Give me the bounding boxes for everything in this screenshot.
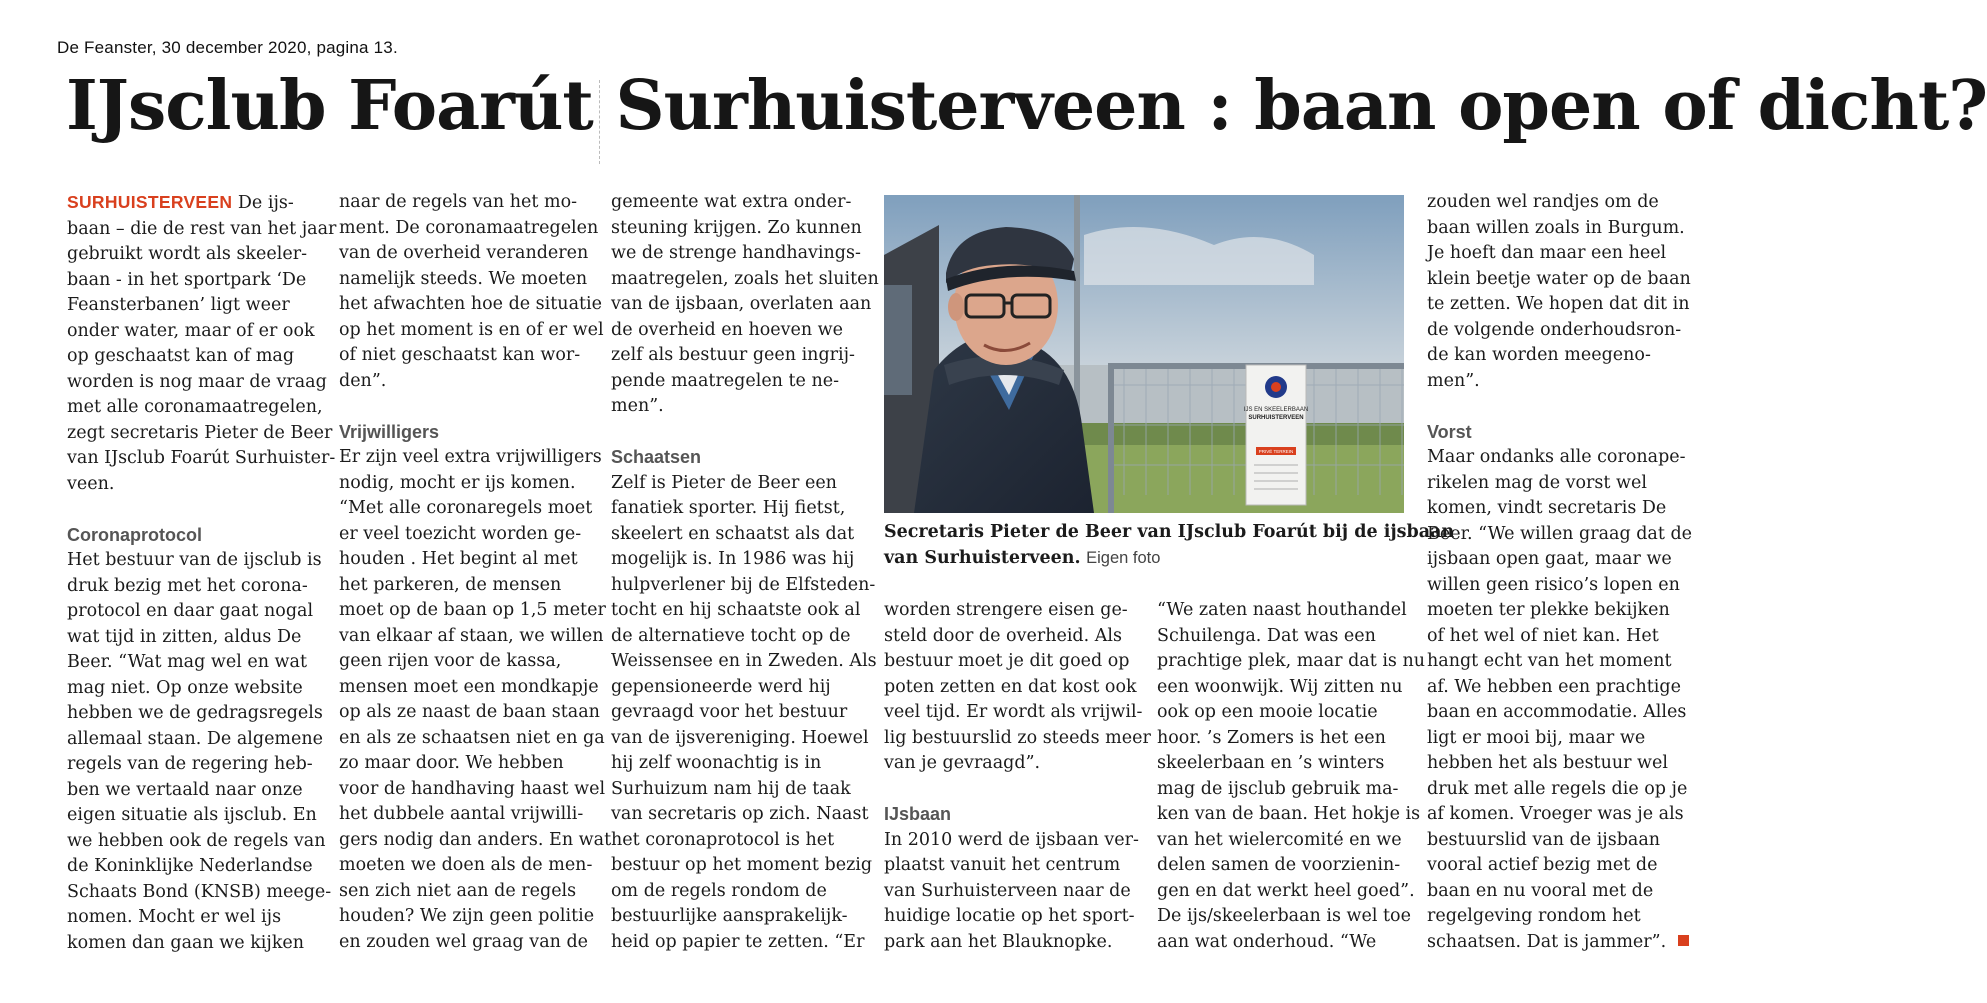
text-line: baan en accommodatie. Alles: [1427, 702, 1687, 722]
text-line: bestuur moet je dit goed op: [884, 651, 1130, 671]
text-line: zelf als bestuur geen ingrij-: [611, 345, 855, 365]
subheading: Vrijwilligers: [339, 421, 440, 442]
text-line: of het wel of niet kan. Het: [1427, 625, 1659, 646]
text-line: poten zetten en dat kost ook: [884, 676, 1137, 697]
text-line: Zelf is Pieter de Beer een: [611, 472, 837, 493]
text-line: naar de regels van het mo-: [339, 192, 578, 212]
text-line: ken van de baan. Het hokje is: [1157, 804, 1421, 824]
text-line: Weissensee en in Zweden. Als: [611, 651, 877, 671]
text-line: men”.: [611, 396, 664, 416]
text-line: ben we vertaald naar onze: [67, 779, 303, 800]
text-line: Surhuizum nam hij de taak: [611, 778, 851, 799]
text-line: er veel toezicht worden ge-: [339, 523, 582, 544]
text-line: van de ijsbaan, overlaten aan: [611, 294, 872, 314]
text-line: vooral actief bezig met de: [1427, 855, 1658, 875]
text-line: klein beetje water op de baan: [1427, 268, 1691, 289]
text-line: gevraagd voor het bestuur: [611, 702, 848, 722]
text-line: zo maar door. We hebben: [339, 753, 564, 773]
text-line: om de regels rondom de: [611, 880, 827, 901]
text-fragment: De ijs-: [237, 193, 294, 213]
sign-button-text: PRIVÉ TERREIN: [1258, 449, 1294, 454]
paragraph-gap: [884, 777, 1151, 803]
text-line: van Surhuisterveen naar de: [884, 880, 1131, 901]
text-line: hebben het als bestuur wel: [1427, 753, 1668, 773]
text-line: “Met alle coronaregels moet: [339, 498, 593, 518]
text-line: en als ze schaatsen niet en ga: [339, 727, 605, 748]
text-line: worden strengere eisen ge-: [884, 600, 1128, 620]
text-line: De ijs/skeelerbaan is wel toe: [1157, 906, 1411, 926]
text-line: zegt secretaris Pieter de Beer: [67, 422, 333, 443]
article-column-4: [884, 598, 1151, 955]
text-line: met alle coronamaatregelen,: [67, 397, 323, 417]
text-line: Je hoeft dan maar een heel: [1427, 243, 1667, 263]
text-line: aan wat onderhoud. “We: [1157, 931, 1377, 952]
text-line: mag de ijsclub gebruik ma-: [1157, 778, 1399, 799]
text-line: men”.: [1427, 370, 1480, 391]
paragraph-gap: [611, 420, 879, 446]
text-line: huidige locatie op het sport-: [884, 906, 1135, 926]
text-line: van elkaar af staan, we willen: [339, 625, 604, 646]
text-line: hij zelf woonachtig is in: [611, 753, 822, 773]
subheading: Schaatsen: [611, 447, 702, 467]
text-line: van het wielercomité en we: [1157, 829, 1402, 850]
text-line: zouden wel randjes om de: [1427, 192, 1659, 212]
text-line: schaatsen. Dat is jammer”.: [1427, 930, 1692, 956]
photo-credit: Eigen foto: [1086, 548, 1161, 567]
text-line: gepensioneerde werd hij: [611, 676, 831, 697]
text-line: park aan het Blauknopke.: [884, 931, 1113, 952]
caption-line-1: Secretaris Pieter de Beer van IJsclub Foarút bij de ijsbaan: [884, 522, 1455, 542]
subheading: Coronaprotocol: [67, 524, 202, 545]
text-line: druk met alle regels die op je: [1427, 778, 1688, 799]
text-line: regelgeving rondom het: [1427, 906, 1641, 926]
text-line: Maar ondanks alle coronape-: [1427, 447, 1686, 467]
text-line: de overheid en hoeven we: [611, 319, 844, 340]
text-line: pende maatregelen te ne-: [611, 370, 840, 391]
paragraph-gap: [339, 394, 611, 420]
text-line: op het moment is en of er wel: [339, 319, 604, 340]
text-line: tocht en hij schaatste ook al: [611, 600, 861, 620]
text-line: onder water, maar of er ook: [67, 320, 315, 341]
text-line: van IJsclub Foarút Surhuister-: [67, 448, 336, 468]
article-column-1: [67, 190, 336, 956]
text-line: maatregelen, zoals het sluiten: [611, 268, 879, 289]
text-line: eigen situatie als ijsclub. En: [67, 805, 317, 825]
text-line: houden? We zijn geen politie: [339, 906, 595, 926]
dateline: SURHUISTERVEEN: [67, 192, 233, 212]
photo-caption: [884, 520, 1454, 571]
text-line: hulpverlener bij de Elfsteden-: [611, 574, 876, 595]
text-line: bestuur op het moment bezig: [611, 855, 873, 875]
text-line: regels van de regering heb-: [67, 754, 313, 774]
text-line: het coronaprotocol is het: [611, 829, 835, 850]
text-line: nodig, mocht er ijs komen.: [339, 472, 576, 493]
text-line: worden is nog maar de vraag: [67, 371, 327, 392]
text-line: skeelert en schaatst als dat: [611, 523, 855, 544]
paragraph-gap: [67, 497, 336, 523]
text-line: te zetten. We hopen dat dit in: [1427, 294, 1690, 314]
text-line: namelijk steeds. We moeten: [339, 268, 588, 289]
text-line: baan en nu vooral met de: [1427, 880, 1654, 901]
article-photo: [884, 195, 1404, 513]
text-line: willen geen risico’s lopen en: [1427, 574, 1680, 595]
headline: IJsclub Foarút Surhuisterveen : baan open of dicht?: [66, 66, 1987, 146]
text-line: skeelerbaan en ’s winters: [1157, 753, 1385, 773]
text-line: protocol en daar gaat nogal: [67, 601, 314, 621]
text-line: komen, vindt secretaris De: [1427, 498, 1667, 518]
paragraph-gap: [1427, 394, 1692, 420]
text-line: gers nodig dan anders. En wat: [339, 829, 612, 850]
text-line: ijsbaan open gaat, maar we: [1427, 549, 1672, 569]
text-line: lig bestuurslid zo steeds meer: [884, 727, 1151, 748]
text-line: veen.: [67, 473, 115, 494]
text-line: delen samen de voorzienin-: [1157, 855, 1401, 875]
text-line: geen rijen voor de kassa,: [339, 651, 562, 671]
text-line: sen zich niet aan de regels: [339, 880, 577, 901]
text-line: veel tijd. Er wordt als vrijwil-: [884, 702, 1143, 722]
text-line: plaatst vanuit het centrum: [884, 855, 1121, 875]
text-line: “We zaten naast houthandel: [1157, 600, 1407, 620]
text-line: rikelen mag de vorst wel: [1427, 472, 1647, 493]
text-line: houden . Het begint al met: [339, 549, 578, 569]
text-line: baan – die de rest van het jaar: [67, 218, 337, 239]
text-line: gemeente wat extra onder-: [611, 192, 852, 212]
text-line: steld door de overheid. Als: [884, 625, 1122, 646]
text-line: Er zijn veel extra vrijwilligers: [339, 447, 602, 467]
text-line: mag niet. Op onze website: [67, 677, 303, 698]
text-line: nomen. Mocht er wel ijs: [67, 907, 282, 927]
text-line: ment. De coronamaatregelen: [339, 217, 599, 238]
text-line: heid op papier te zetten. “Er: [611, 931, 865, 952]
text-line: de volgende onderhoudsron-: [1427, 319, 1682, 340]
article-column-2: [339, 190, 611, 955]
text-line: van de ijsvereniging. Hoewel: [611, 727, 869, 748]
text-line: allemaal staan. De algemene: [67, 728, 323, 749]
text-line: Het bestuur van de ijsclub is: [67, 550, 322, 570]
text-line: van de overheid veranderen: [339, 243, 589, 263]
text-line: moet op de baan op 1,5 meter: [339, 600, 606, 620]
text-line: we hebben ook de regels van: [67, 830, 326, 851]
text-line: gebruikt wordt als skeeler-: [67, 244, 307, 264]
text-line: moeten we doen als de men-: [339, 855, 593, 875]
text-line: mensen moet een mondkapje: [339, 676, 599, 697]
text-line: het parkeren, de mensen: [339, 574, 562, 595]
article-column-5: [1157, 598, 1425, 955]
photo-illustration: [884, 195, 1404, 513]
fold-line: [599, 80, 600, 164]
text-line: de kan worden meegeno-: [1427, 345, 1651, 365]
sign-title: IJS EN SKEELERBAAN: [1243, 407, 1309, 413]
text-line: het afwachten hoe de situatie: [339, 294, 602, 314]
text-line: fanatiek sporter. Hij fietst,: [611, 498, 846, 518]
text-line: baan willen zoals in Burgum.: [1427, 217, 1685, 238]
text-line: moeten ter plekke bekijken: [1427, 600, 1670, 620]
text-line: den”.: [339, 370, 387, 391]
text-line: mogelijk is. In 1986 was hij: [611, 549, 855, 569]
text-line: voor de handhaving haast wel: [339, 778, 606, 799]
article-column-6: [1427, 190, 1692, 955]
text-line: druk bezig met het corona-: [67, 575, 308, 596]
text-line: op geschaatst kan of mag: [67, 346, 295, 366]
text-line: baan - in het sportpark ‘De: [67, 269, 307, 290]
text-line: Beer. “We willen graag dat de: [1427, 523, 1693, 544]
text-line: Schaats Bond (KNSB) meege-: [67, 881, 332, 902]
text-line: de alternatieve tocht op de: [611, 625, 851, 646]
text-line: we de strenge handhavings-: [611, 243, 861, 263]
text-line: wat tijd in zitten, aldus De: [67, 626, 302, 647]
text-line: en zouden wel graag van de: [339, 931, 589, 952]
text-line: af komen. Vroeger was je als: [1427, 804, 1684, 824]
text-line: of niet geschaatst kan wor-: [339, 345, 581, 365]
article-column-3: [611, 190, 879, 955]
text-line: Beer. “Wat mag wel en wat: [67, 652, 307, 672]
sign-subtitle: SURHUISTERVEEN: [1248, 415, 1304, 421]
text-line: gen en dat werkt heel goed”.: [1157, 880, 1415, 901]
text-line: bestuurslid van de ijsbaan: [1427, 829, 1661, 850]
end-of-article-marker: [1678, 935, 1689, 946]
text-line: de Koninklijke Nederlandse: [67, 856, 313, 876]
text-line: [67, 190, 336, 217]
text-line: In 2010 werd de ijsbaan ver-: [884, 829, 1139, 850]
text-line: ligt er mooi bij, maar we: [1427, 727, 1646, 748]
text-line: het dubbele aantal vrijwilli-: [339, 804, 584, 824]
text-line: steuning krijgen. Zo kunnen: [611, 217, 862, 238]
text-line: een woonwijk. Wij zitten nu: [1157, 676, 1403, 697]
text-line: af. We hebben een prachtige: [1427, 676, 1681, 697]
subheading: IJsbaan: [884, 804, 952, 824]
text-line: hangt echt van het moment: [1427, 651, 1672, 671]
text-line: van je gevraagd”.: [884, 753, 1041, 773]
caption-line-2: van Surhuisterveen. Eigen foto: [884, 547, 1161, 568]
text-line: Schuilenga. Dat was een: [1157, 625, 1376, 646]
text-line: prachtige plek, maar dat is nu: [1157, 651, 1426, 671]
subheading: Vorst: [1427, 421, 1472, 442]
text-line: op als ze naast de baan staan: [339, 702, 600, 722]
text-line: bestuurlijke aansprakelijk-: [611, 906, 848, 926]
source-line: De Feanster, 30 december 2020, pagina 13.: [57, 38, 398, 57]
text-line: Feansterbanen’ ligt weer: [67, 295, 290, 315]
text-line: komen dan gaan we kijken: [67, 932, 305, 953]
text-line: hoor. ’s Zomers is het een: [1157, 727, 1386, 748]
text-line: hebben we de gedragsregels: [67, 703, 323, 723]
text-line: van secretaris op zich. Naast: [611, 804, 869, 824]
text-line: ook op een mooie locatie: [1157, 702, 1378, 722]
